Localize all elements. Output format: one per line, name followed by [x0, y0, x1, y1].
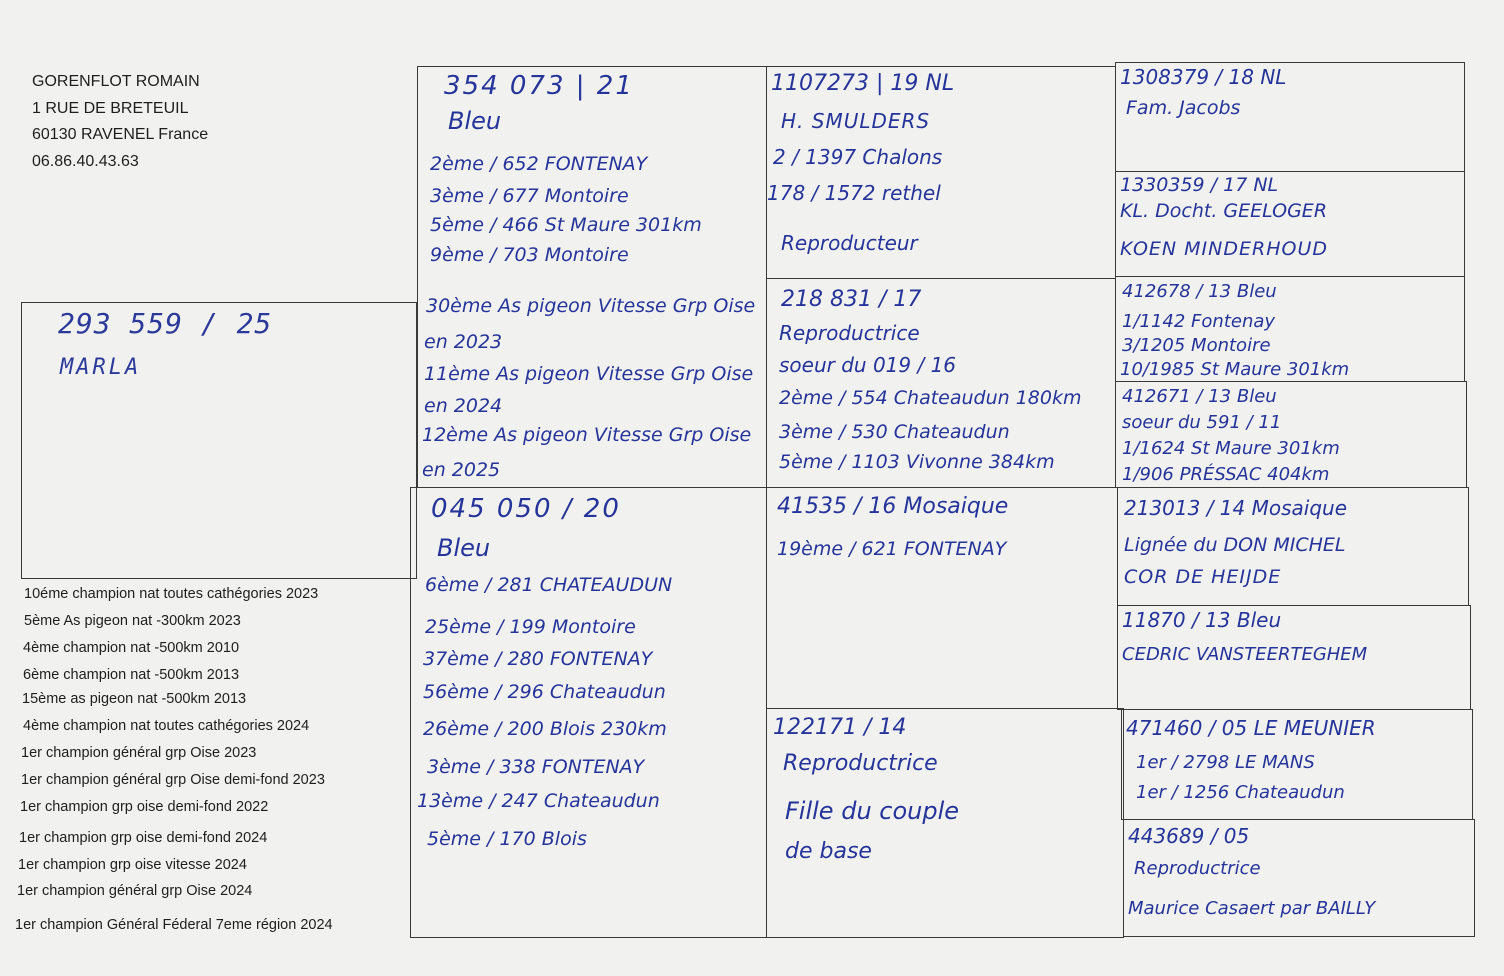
ggp-ring: 471460 / 05 LE MEUNIER [1126, 716, 1376, 740]
granddam-paternal-result: 5ème / 1103 Vivonne 384km [779, 451, 1055, 473]
subject-box [21, 302, 417, 579]
ggp-ring: 443689 / 05 [1128, 824, 1250, 848]
grandsire-paternal-box [766, 66, 1116, 279]
owner-phone: 06.86.40.43.63 [32, 152, 139, 170]
ggp-note: CEDRIC VANSTEERTEGHEM [1122, 644, 1368, 665]
grandsire-paternal-result: 178 / 1572 rethel [767, 181, 941, 205]
granddam-maternal-ring: 122171 / 14 [773, 715, 907, 740]
granddam-maternal-box [766, 708, 1124, 938]
grandsire-paternal-note: Reproducteur [781, 231, 918, 255]
granddam-paternal-note: soeur du 019 / 16 [779, 353, 957, 377]
dam-result: 3ème / 338 FONTENAY [427, 756, 645, 778]
ggp-box-6 [1117, 605, 1471, 710]
dam-ring: 045 050 / 20 [431, 494, 621, 524]
subject-ring: 293 559 / 25 [58, 307, 273, 340]
ggp-box-8 [1123, 819, 1475, 937]
ggp-ring: 412671 / 13 Bleu [1122, 386, 1277, 407]
ggp-note: soeur du 591 / 11 [1122, 412, 1282, 433]
granddam-maternal-note: de base [785, 839, 872, 864]
achievement-item: 1er champion général grp Oise 2024 [17, 883, 253, 899]
ggp-result: 1/1142 Fontenay [1122, 311, 1276, 332]
grandsire-paternal-result: 2 / 1397 Chalons [773, 145, 943, 169]
dam-color: Bleu [437, 534, 491, 562]
dam-result: 25ème / 199 Montoire [425, 616, 636, 638]
ggp-ring: 11870 / 13 Bleu [1122, 608, 1282, 632]
achievement-item: 1er champion grp oise demi-fond 2024 [19, 830, 268, 846]
sire-result: 9ème / 703 Montoire [430, 244, 629, 266]
sire-title-year: en 2025 [422, 459, 501, 481]
ggp-note: KL. Docht. GEELOGER [1120, 200, 1328, 222]
granddam-maternal-note: Fille du couple [785, 797, 960, 825]
ggp-ring: 412678 / 13 Bleu [1122, 281, 1277, 302]
sire-result: 5ème / 466 St Maure 301km [430, 214, 702, 236]
granddam-paternal-note: Reproductrice [779, 321, 920, 345]
sire-title: 30ème As pigeon Vitesse Grp Oise [426, 295, 756, 317]
achievement-item: 4ème champion nat toutes cathégories 2024 [23, 718, 310, 734]
ggp-note: KOEN MINDERHOUD [1120, 238, 1328, 260]
ggp-note: COR DE HEIJDE [1124, 566, 1282, 588]
dam-box [410, 487, 767, 938]
achievement-item: 6ème champion nat -500km 2013 [23, 667, 240, 683]
granddam-paternal-result: 2ème / 554 Chateaudun 180km [779, 387, 1082, 409]
sire-title-year: en 2024 [424, 395, 503, 417]
sire-title-year: en 2023 [424, 331, 503, 353]
granddam-paternal-result: 3ème / 530 Chateaudun [779, 421, 1010, 443]
achievement-item: 1er champion général grp Oise demi-fond 2023 [21, 772, 325, 788]
owner-city: 60130 RAVENEL France [32, 126, 209, 143]
ggp-box-4 [1115, 381, 1467, 488]
dam-result: 26ème / 200 Blois 230km [423, 718, 667, 740]
granddam-paternal-ring: 218 831 / 17 [781, 287, 922, 312]
grandsire-paternal-ring: 1107273 | 19 NL [771, 71, 955, 96]
achievement-item: 1er champion général grp Oise 2023 [21, 745, 257, 761]
dam-result: 56ème / 296 Chateaudun [423, 681, 666, 703]
owner-name: GORENFLOT ROMAIN [32, 73, 200, 90]
ggp-result: 10/1985 St Maure 301km [1120, 359, 1350, 380]
sire-result: 2ème / 652 FONTENAY [430, 153, 648, 175]
achievement-item: 10éme champion nat toutes cathégories 2023 [24, 586, 319, 602]
achievement-item: 1er champion grp oise demi-fond 2022 [20, 799, 269, 815]
ggp-ring: 213013 / 14 Mosaique [1124, 496, 1348, 520]
ggp-box-1 [1115, 62, 1465, 172]
sire-color: Bleu [448, 107, 502, 135]
ggp-ring: 1308379 / 18 NL [1120, 65, 1287, 89]
dam-result: 37ème / 280 FONTENAY [423, 648, 653, 670]
ggp-result: 3/1205 Montoire [1122, 335, 1271, 356]
ggp-note: Reproductrice [1134, 858, 1261, 879]
grandsire-maternal-ring: 41535 / 16 Mosaique [777, 494, 1009, 519]
ggp-result: 1er / 1256 Chateaudun [1136, 782, 1345, 803]
owner-street: 1 RUE DE BRETEUIL [32, 99, 189, 117]
grandsire-maternal-box [766, 487, 1118, 709]
grandsire-paternal-breeder: H. SMULDERS [781, 109, 931, 133]
ggp-box-2 [1115, 171, 1465, 277]
sire-box [417, 66, 767, 488]
achievement-item: 1er champion grp oise vitesse 2024 [18, 857, 247, 873]
ggp-note: Lignée du DON MICHEL [1124, 534, 1346, 556]
grandsire-maternal-result: 19ème / 621 FONTENAY [777, 538, 1007, 560]
ggp-result: 1/906 PRÉSSAC 404km [1122, 464, 1330, 485]
sire-title: 12ème As pigeon Vitesse Grp Oise [422, 424, 752, 446]
sire-ring: 354 073 | 21 [444, 71, 634, 101]
dam-result: 5ème / 170 Blois [427, 828, 587, 850]
ggp-box-3 [1115, 276, 1465, 382]
ggp-note: Maurice Casaert par BAILLY [1128, 898, 1376, 919]
ggp-result: 1/1624 St Maure 301km [1122, 438, 1340, 459]
ggp-result: 1er / 2798 LE MANS [1136, 752, 1315, 773]
granddam-maternal-note: Reproductrice [783, 751, 938, 776]
achievement-item: 4ème champion nat -500km 2010 [23, 640, 240, 656]
ggp-note: Fam. Jacobs [1126, 97, 1241, 119]
owner-block [32, 69, 208, 175]
achievement-item: 1er champion Général Féderal 7eme région 2024 [15, 917, 333, 933]
ggp-box-5 [1117, 487, 1469, 606]
achievement-item: 15ème as pigeon nat -500km 2013 [22, 691, 247, 707]
dam-result: 6ème / 281 CHATEAUDUN [425, 574, 673, 596]
subject-name: MARLA [60, 355, 142, 380]
granddam-paternal-box [766, 278, 1116, 488]
achievement-item: 5ème As pigeon nat -300km 2023 [24, 613, 241, 629]
ggp-box-7 [1121, 709, 1473, 820]
ggp-ring: 1330359 / 17 NL [1120, 174, 1279, 196]
sire-title: 11ème As pigeon Vitesse Grp Oise [424, 363, 754, 385]
dam-result: 13ème / 247 Chateaudun [417, 790, 660, 812]
sire-result: 3ème / 677 Montoire [430, 185, 629, 207]
